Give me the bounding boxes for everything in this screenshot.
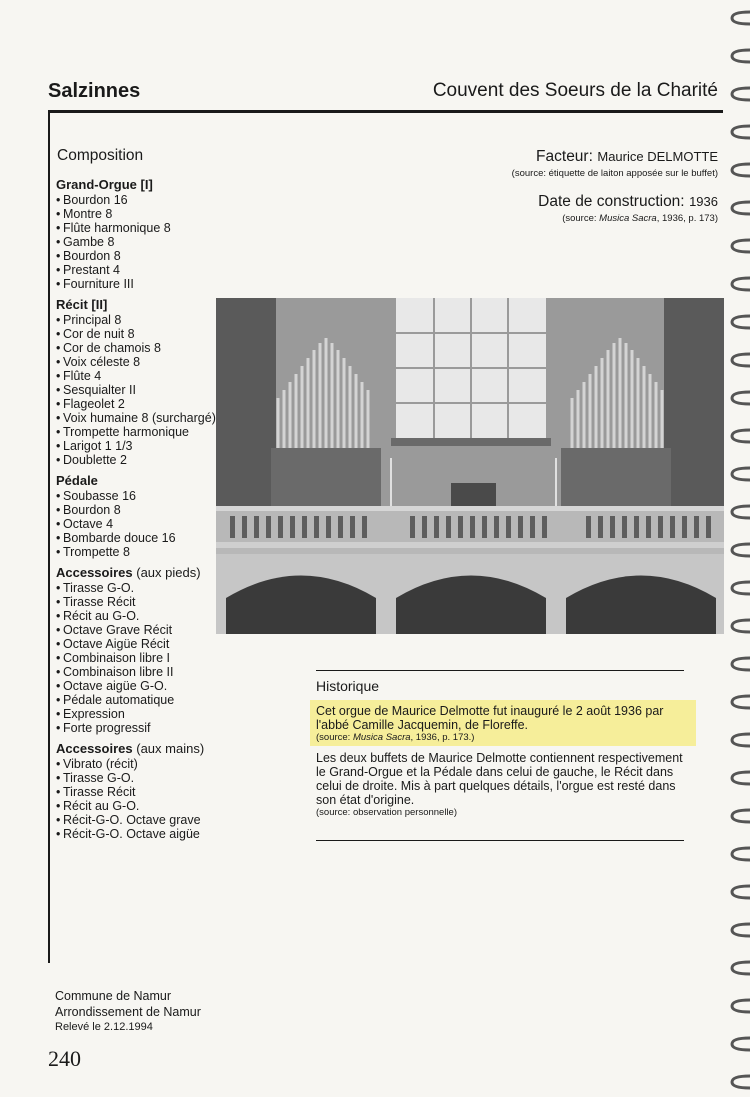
stop-item: • Gambe 8	[56, 235, 216, 249]
stop-item: • Octave 4	[56, 517, 216, 531]
stop-item: • Tirasse Récit	[56, 595, 216, 609]
spiral-binding	[728, 0, 750, 1097]
section-title	[56, 178, 216, 192]
historique-p1-source-prefix: (source:	[316, 732, 351, 743]
stop-item: • Trompette 8	[56, 545, 216, 559]
stop-item: • Flûte 4	[56, 369, 216, 383]
stop-item: • Récit-G-O. Octave aigüe	[56, 827, 216, 841]
section-title-text: Grand-Orgue [I]	[56, 177, 153, 192]
spiral-ring	[732, 1076, 750, 1088]
spiral-ring	[732, 278, 750, 290]
stop-item: • Flageolet 2	[56, 397, 216, 411]
historique-p1-source	[316, 732, 692, 744]
section-title-text: Pédale	[56, 473, 98, 488]
organ-photo	[216, 298, 724, 634]
historique-paragraph-1	[316, 704, 692, 744]
date-label: Date de construction:	[538, 193, 685, 210]
stop-item: • Fourniture III	[56, 277, 216, 291]
stop-item: • Doublette 2	[56, 453, 216, 467]
stop-item: • Bourdon 8	[56, 249, 216, 263]
spiral-ring	[732, 430, 750, 442]
location-block	[55, 988, 201, 1020]
historique-bottom-rule	[316, 840, 684, 841]
date-value: 1936	[689, 194, 718, 209]
historique-p2-source: (source: observation personnelle)	[316, 807, 457, 818]
stop-item: • Vibrato (récit)	[56, 757, 216, 771]
section-subtitle: (aux pieds)	[136, 565, 201, 580]
page-number: 240	[48, 1046, 81, 1071]
spiral-ring	[732, 620, 750, 632]
spiral-ring	[732, 392, 750, 404]
spiral-ring	[732, 468, 750, 480]
date-source	[538, 213, 718, 224]
facteur-value: Maurice DELMOTTE	[597, 149, 718, 164]
stop-item: • Flûte harmonique 8	[56, 221, 216, 235]
stop-item: • Octave Aigüe Récit	[56, 637, 216, 651]
spiral-ring	[732, 164, 750, 176]
stop-item: • Tirasse Récit	[56, 785, 216, 799]
spiral-ring	[732, 734, 750, 746]
facteur-block	[512, 148, 718, 179]
section-title-text: Accessoires	[56, 741, 133, 756]
historique-p2-text: Les deux buffets de Maurice Delmotte contiennent respectivement le Grand-Orgue et la Pédale dans celui de gauche, le Récit dans celui de droite. Mis à part quelques détails, l'orgue est resté dans son état d'origine.	[316, 751, 683, 807]
composition-list	[56, 178, 216, 841]
composition-title: Composition	[57, 147, 144, 164]
spiral-ring	[732, 50, 750, 62]
spiral-ring	[732, 544, 750, 556]
stop-item: • Octave Grave Récit	[56, 623, 216, 637]
historique-p1-source-title: Musica Sacra	[352, 732, 411, 743]
section-title-text: Accessoires	[56, 565, 133, 580]
stop-item: • Récit au G-O.	[56, 799, 216, 813]
commune: Commune de Namur	[55, 989, 172, 1003]
spiral-ring	[732, 202, 750, 214]
facteur-label: Facteur:	[536, 148, 593, 165]
historique-paragraph-2	[316, 751, 690, 819]
stop-item: • Bombarde douce 16	[56, 531, 216, 545]
header-rule	[48, 110, 723, 113]
stop-item: • Cor de nuit 8	[56, 327, 216, 341]
spiral-ring	[732, 88, 750, 100]
stop-item: • Récit-G-O. Octave grave	[56, 813, 216, 827]
historique-p1-source-suffix: , 1936, p. 173.)	[410, 732, 475, 743]
spiral-ring	[732, 506, 750, 518]
stop-item: • Voix céleste 8	[56, 355, 216, 369]
building-title: Couvent des Soeurs de la Charité	[432, 80, 718, 101]
historique-p1-text: Cet orgue de Maurice Delmotte fut inauguré le 2 août 1936 par l'abbé Camille Jacquemin, de Floreffe.	[316, 704, 664, 732]
stop-item: • Combinaison libre I	[56, 651, 216, 665]
stop-item: • Trompette harmonique	[56, 425, 216, 439]
stop-item: • Octave aigüe G-O.	[56, 679, 216, 693]
section-title	[56, 474, 216, 488]
spiral-ring	[732, 1038, 750, 1050]
stop-item: • Pédale automatique	[56, 693, 216, 707]
spiral-ring	[732, 658, 750, 670]
date-source-prefix: (source:	[562, 213, 597, 224]
stop-item: • Combinaison libre II	[56, 665, 216, 679]
spiral-ring	[732, 12, 750, 24]
stop-item: • Expression	[56, 707, 216, 721]
spiral-ring	[732, 582, 750, 594]
stop-item: • Récit au G-O.	[56, 609, 216, 623]
stop-item: • Prestant 4	[56, 263, 216, 277]
stop-item: • Voix humaine 8 (surchargé)	[56, 411, 216, 425]
arrondissement: Arrondissement de Namur	[55, 1005, 201, 1019]
stop-item: • Sesquialter II	[56, 383, 216, 397]
spiral-ring	[732, 848, 750, 860]
historique-title: Historique	[316, 678, 380, 694]
stop-item: • Bourdon 16	[56, 193, 216, 207]
stop-item: • Larigot 1 1/3	[56, 439, 216, 453]
organ-photo-drawing	[216, 298, 724, 634]
section-title	[56, 298, 216, 312]
stop-item: • Principal 8	[56, 313, 216, 327]
spiral-ring	[732, 886, 750, 898]
section-title-text: Récit [II]	[56, 297, 108, 312]
facteur-source: (source: étiquette de laiton apposée sur le buffet)	[511, 168, 718, 179]
spiral-ring	[732, 126, 750, 138]
date-source-suffix: , 1936, p. 173)	[656, 213, 718, 224]
spiral-ring	[732, 354, 750, 366]
stop-item: • Forte progressif	[56, 721, 216, 735]
date-source-title: Musica Sacra	[599, 213, 657, 224]
section-title	[56, 742, 216, 756]
stop-item: • Montre 8	[56, 207, 216, 221]
spiral-ring	[732, 924, 750, 936]
releve-date: Relevé le 2.12.1994	[55, 1021, 153, 1033]
spiral-ring	[732, 810, 750, 822]
stop-item: • Bourdon 8	[56, 503, 216, 517]
spiral-ring	[732, 696, 750, 708]
spiral-ring	[732, 240, 750, 252]
stop-item: • Soubasse 16	[56, 489, 216, 503]
spiral-ring	[732, 962, 750, 974]
stop-item: • Tirasse G-O.	[56, 771, 216, 785]
section-title	[56, 566, 216, 580]
spiral-ring	[732, 1000, 750, 1012]
historique-top-rule	[316, 670, 684, 671]
stop-item: • Tirasse G-O.	[56, 581, 216, 595]
date-block	[538, 193, 718, 224]
left-rule	[48, 110, 50, 963]
stop-item: • Cor de chamois 8	[56, 341, 216, 355]
spiral-ring	[732, 316, 750, 328]
section-subtitle: (aux mains)	[136, 741, 205, 756]
place-title: Salzinnes	[48, 80, 141, 102]
spiral-ring	[732, 772, 750, 784]
